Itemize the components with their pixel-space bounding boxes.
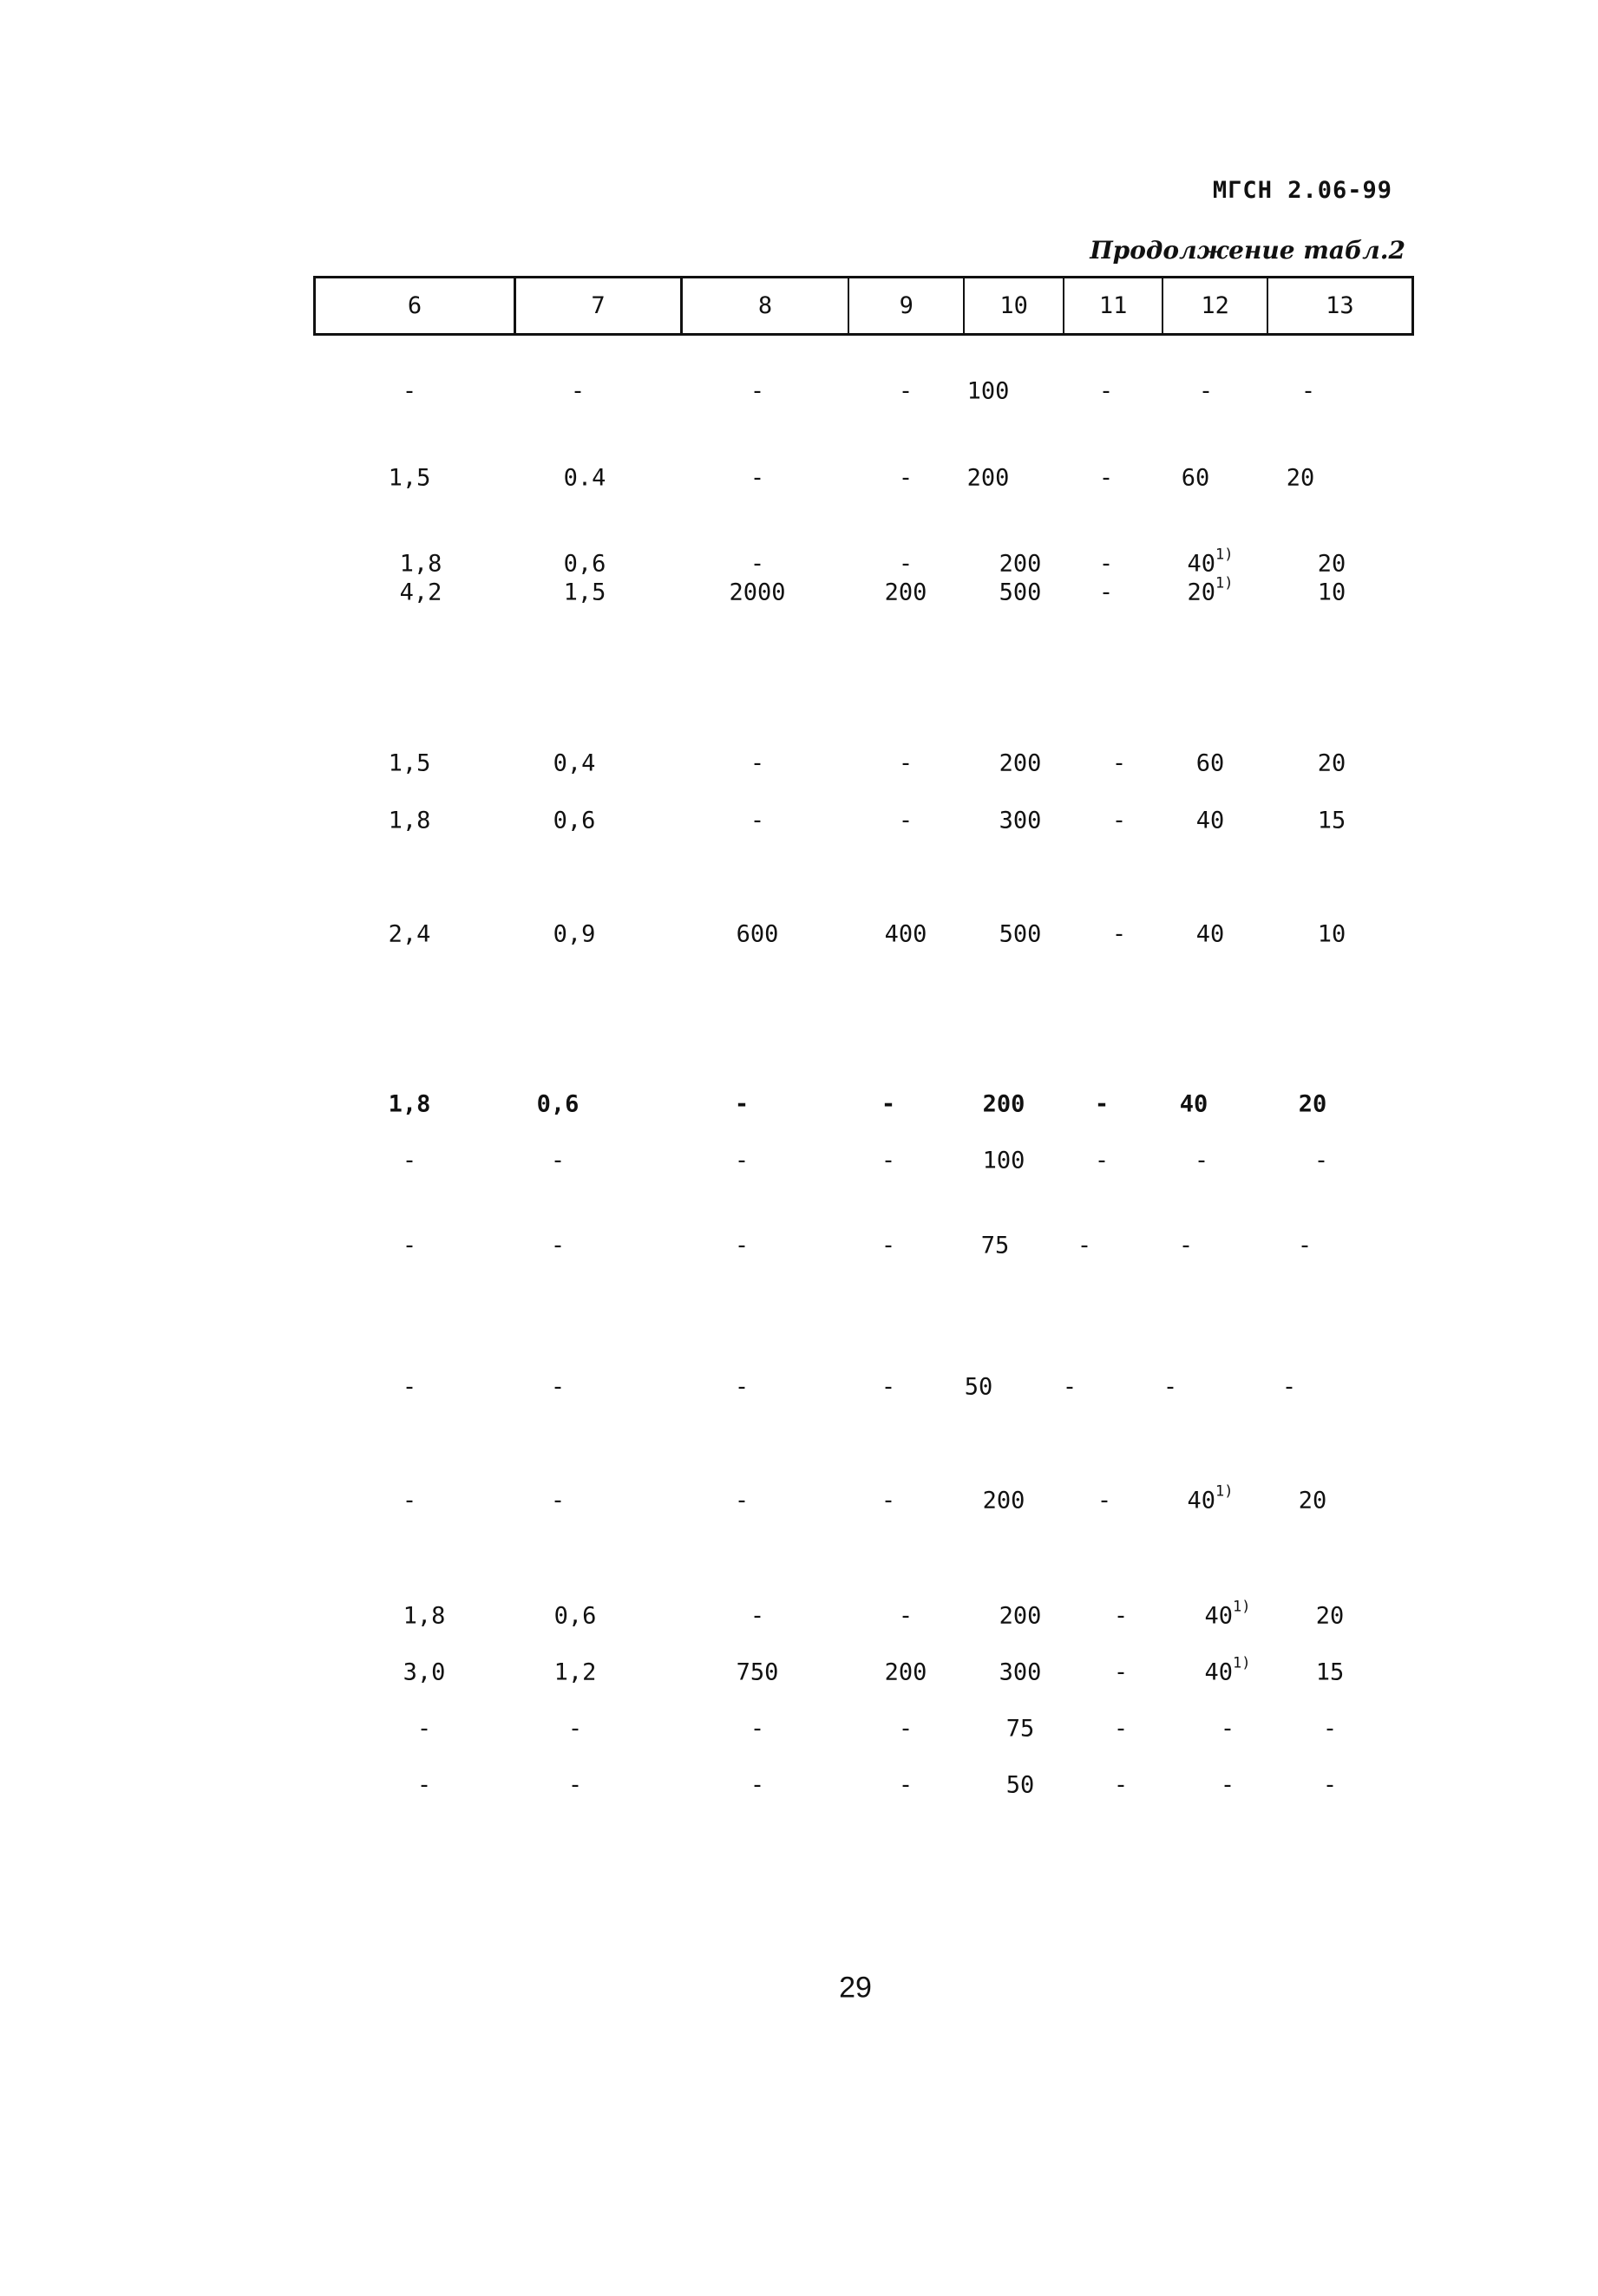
cell-value: - bbox=[402, 1147, 417, 1174]
cell-value: - bbox=[881, 1373, 896, 1401]
table-cell bbox=[967, 465, 1010, 492]
table-cell bbox=[735, 1091, 749, 1118]
cell-value: 200 bbox=[982, 1090, 1025, 1118]
table-cell bbox=[389, 808, 431, 834]
cell-value: 2000 bbox=[729, 579, 786, 606]
cell-value: 15 bbox=[1315, 1658, 1345, 1686]
cell-value: 3,0 bbox=[403, 1658, 446, 1686]
cell-value: 0,6 bbox=[553, 1602, 597, 1630]
table-cell bbox=[403, 1233, 416, 1259]
cell-value: - bbox=[402, 1487, 417, 1514]
table-cell bbox=[899, 551, 913, 578]
table-cell bbox=[1221, 1772, 1235, 1799]
table-cell bbox=[999, 551, 1042, 578]
table-cell bbox=[1179, 1233, 1193, 1259]
table-cell bbox=[1318, 808, 1346, 834]
cell-value: - bbox=[750, 1771, 765, 1799]
cell-value: 1,8 bbox=[399, 550, 442, 578]
table-cell bbox=[1180, 1091, 1208, 1118]
cell-value: 0.4 bbox=[563, 464, 606, 492]
table-cell bbox=[1187, 1482, 1234, 1514]
table-cell bbox=[400, 551, 442, 578]
table-cell bbox=[981, 1233, 1010, 1259]
table-cell bbox=[553, 921, 596, 948]
table-cell bbox=[881, 1233, 895, 1259]
table-cell bbox=[899, 1772, 913, 1799]
table-cell bbox=[403, 378, 416, 405]
table-cell bbox=[1196, 921, 1225, 948]
table-cell bbox=[1182, 465, 1210, 492]
cell-value: 20 bbox=[1187, 579, 1216, 606]
cell-value: 1,8 bbox=[388, 807, 431, 834]
table-cell bbox=[899, 750, 913, 777]
table-cell bbox=[564, 579, 606, 606]
cell-value: 20 bbox=[1298, 1090, 1327, 1118]
cell-value: 40 bbox=[1204, 1602, 1234, 1630]
table-cell bbox=[881, 1488, 895, 1514]
cell-value: - bbox=[750, 1715, 765, 1743]
header-cell: 6 bbox=[316, 278, 516, 333]
table-cell bbox=[568, 1716, 582, 1743]
table-cell bbox=[999, 1659, 1042, 1686]
document-code: МГСН 2.06-99 bbox=[1212, 177, 1392, 204]
table-header bbox=[313, 276, 1414, 336]
table-cell bbox=[1063, 1374, 1077, 1401]
cell-value: - bbox=[1322, 1771, 1338, 1799]
cell-value: - bbox=[1297, 1232, 1313, 1259]
cell-value: - bbox=[1077, 1232, 1092, 1259]
table-cell bbox=[999, 579, 1042, 606]
cell-value: 0,6 bbox=[563, 550, 606, 578]
table-cell bbox=[389, 1091, 431, 1118]
table-cell bbox=[1097, 1488, 1111, 1514]
table-cell bbox=[1095, 1148, 1109, 1174]
cell-value: - bbox=[1300, 377, 1316, 405]
cell-value: - bbox=[734, 1487, 750, 1514]
cell-value: 50 bbox=[964, 1373, 993, 1401]
cell-value: 20 bbox=[1286, 464, 1315, 492]
cell-value: - bbox=[1111, 920, 1127, 948]
table-cell bbox=[1195, 1148, 1208, 1174]
footnote-mark: 1) bbox=[1215, 1482, 1234, 1501]
cell-value: - bbox=[898, 807, 914, 834]
table-cell bbox=[899, 465, 913, 492]
cell-value: 20 bbox=[1298, 1487, 1327, 1514]
table-cell bbox=[1316, 1603, 1345, 1630]
table-cell bbox=[737, 921, 779, 948]
cell-value: - bbox=[1281, 1373, 1297, 1401]
cell-value: - bbox=[1220, 1771, 1235, 1799]
cell-value: 1,2 bbox=[553, 1658, 597, 1686]
table-cell bbox=[564, 551, 606, 578]
cell-value: - bbox=[898, 1771, 914, 1799]
table-cell bbox=[999, 921, 1042, 948]
table-cell bbox=[1204, 1598, 1251, 1630]
cell-value: 200 bbox=[966, 464, 1010, 492]
table-cell bbox=[750, 465, 764, 492]
table-cell bbox=[389, 465, 431, 492]
table-cell bbox=[551, 1148, 565, 1174]
table-cell bbox=[983, 1488, 1025, 1514]
table-cell bbox=[403, 1374, 416, 1401]
cell-value: - bbox=[567, 1715, 583, 1743]
table-cell bbox=[999, 750, 1042, 777]
cell-value: - bbox=[750, 807, 765, 834]
cell-value: - bbox=[734, 1232, 750, 1259]
footnote-mark: 1) bbox=[1215, 546, 1234, 564]
table-cell bbox=[965, 1374, 993, 1401]
header-cell: 10 bbox=[965, 278, 1064, 333]
table-cell bbox=[1299, 1091, 1327, 1118]
table-cell bbox=[750, 378, 764, 405]
cell-value: 40 bbox=[1195, 807, 1225, 834]
cell-value: - bbox=[1113, 1602, 1129, 1630]
table-cell bbox=[1287, 465, 1315, 492]
table-cell bbox=[735, 1488, 749, 1514]
cell-value: - bbox=[1113, 1715, 1129, 1743]
table-cell bbox=[1114, 1716, 1128, 1743]
cell-value: - bbox=[734, 1090, 750, 1118]
cell-value: - bbox=[1098, 550, 1114, 578]
cell-value: - bbox=[1094, 1090, 1110, 1118]
table-cell bbox=[885, 1659, 927, 1686]
cell-value: 750 bbox=[736, 1658, 779, 1686]
cell-value: 600 bbox=[736, 920, 779, 948]
table-cell bbox=[1298, 1233, 1312, 1259]
table-cell bbox=[1077, 1233, 1091, 1259]
footnote-mark: 1) bbox=[1215, 574, 1234, 592]
table-cell bbox=[554, 1659, 597, 1686]
cell-value: 20 bbox=[1317, 550, 1346, 578]
cell-value: - bbox=[734, 1147, 750, 1174]
cell-value: 40 bbox=[1195, 920, 1225, 948]
table-cell bbox=[1204, 1654, 1251, 1686]
cell-value: 15 bbox=[1317, 807, 1346, 834]
cell-value: - bbox=[402, 377, 417, 405]
cell-value: 200 bbox=[884, 579, 927, 606]
cell-value: 4,2 bbox=[399, 579, 442, 606]
cell-value: 20 bbox=[1317, 749, 1346, 777]
page-number: 29 bbox=[839, 1971, 872, 2005]
cell-value: - bbox=[416, 1771, 432, 1799]
cell-value: - bbox=[550, 1373, 566, 1401]
header-cell: 13 bbox=[1326, 292, 1354, 319]
table-cell bbox=[999, 1603, 1042, 1630]
cell-value: 100 bbox=[966, 377, 1010, 405]
cell-value: - bbox=[1062, 1373, 1077, 1401]
cell-value: - bbox=[1111, 807, 1127, 834]
cell-value: 0,4 bbox=[553, 749, 596, 777]
table-cell bbox=[885, 579, 927, 606]
cell-value: - bbox=[1162, 1373, 1178, 1401]
table-cell bbox=[899, 1603, 913, 1630]
cell-value: 40 bbox=[1187, 1487, 1216, 1514]
cell-value: 60 bbox=[1181, 464, 1210, 492]
table-cell bbox=[735, 1374, 749, 1401]
table-cell bbox=[1006, 1716, 1035, 1743]
table-cell bbox=[735, 1148, 749, 1174]
cell-value: 1,8 bbox=[388, 1090, 431, 1118]
cell-value: - bbox=[898, 464, 914, 492]
table-cell bbox=[735, 1233, 749, 1259]
table-cell bbox=[1318, 579, 1346, 606]
table-cell bbox=[1114, 1659, 1128, 1686]
table-cell bbox=[881, 1374, 895, 1401]
cell-value: 400 bbox=[884, 920, 927, 948]
cell-value: - bbox=[1098, 464, 1114, 492]
table-cell bbox=[1099, 551, 1113, 578]
table-cell bbox=[1187, 546, 1234, 578]
cell-value: - bbox=[881, 1487, 896, 1514]
table-cell bbox=[750, 1603, 764, 1630]
table-cell bbox=[1112, 921, 1126, 948]
table-cell bbox=[750, 1772, 764, 1799]
cell-value: 200 bbox=[999, 749, 1042, 777]
table-cell bbox=[568, 1772, 582, 1799]
cell-value: - bbox=[1220, 1715, 1235, 1743]
table-cell bbox=[389, 750, 431, 777]
cell-value: - bbox=[1113, 1658, 1129, 1686]
table-cell bbox=[1196, 808, 1225, 834]
table-cell bbox=[1099, 579, 1113, 606]
table-cell bbox=[1323, 1772, 1337, 1799]
cell-value: - bbox=[898, 377, 914, 405]
table-cell bbox=[967, 378, 1010, 405]
cell-value: - bbox=[550, 1147, 566, 1174]
cell-value: - bbox=[750, 749, 765, 777]
cell-value: - bbox=[1178, 1232, 1194, 1259]
table-cell bbox=[1316, 1659, 1345, 1686]
table-cell bbox=[403, 1603, 446, 1630]
table-cell bbox=[999, 808, 1042, 834]
cell-value: 100 bbox=[982, 1147, 1025, 1174]
table-cell bbox=[1299, 1488, 1327, 1514]
table-cell bbox=[750, 808, 764, 834]
cell-value: - bbox=[1098, 579, 1114, 606]
cell-value: 75 bbox=[1005, 1715, 1035, 1743]
cell-value: - bbox=[1094, 1147, 1110, 1174]
table-cell bbox=[1282, 1374, 1296, 1401]
cell-value: 60 bbox=[1195, 749, 1225, 777]
header-cell: 9 bbox=[849, 278, 965, 333]
cell-value: 1,5 bbox=[388, 749, 431, 777]
cell-value: - bbox=[1322, 1715, 1338, 1743]
footnote-mark: 1) bbox=[1233, 1654, 1251, 1672]
cell-value: - bbox=[1198, 377, 1214, 405]
table-cell bbox=[551, 1233, 565, 1259]
cell-value: 200 bbox=[982, 1487, 1025, 1514]
table-cell bbox=[417, 1716, 431, 1743]
cell-value: 50 bbox=[1005, 1771, 1035, 1799]
table-cell bbox=[1318, 921, 1346, 948]
table-cell bbox=[1323, 1716, 1337, 1743]
table-cell bbox=[983, 1148, 1025, 1174]
cell-value: - bbox=[567, 1771, 583, 1799]
cell-value: - bbox=[750, 464, 765, 492]
table-cell bbox=[571, 378, 585, 405]
cell-value: - bbox=[750, 550, 765, 578]
table-cell bbox=[885, 921, 927, 948]
table-cell bbox=[389, 921, 431, 948]
table-cell bbox=[403, 1659, 446, 1686]
table-cell bbox=[899, 808, 913, 834]
cell-value: 0,6 bbox=[553, 807, 596, 834]
table-cell bbox=[1114, 1772, 1128, 1799]
cell-value: - bbox=[750, 1602, 765, 1630]
table-cell bbox=[553, 808, 596, 834]
table-cell bbox=[750, 750, 764, 777]
cell-value: - bbox=[881, 1147, 896, 1174]
cell-value: 500 bbox=[999, 579, 1042, 606]
table-cell bbox=[1112, 808, 1126, 834]
cell-value: - bbox=[550, 1487, 566, 1514]
table-cell bbox=[750, 1716, 764, 1743]
header-cell: 7 bbox=[516, 278, 683, 333]
cell-value: 75 bbox=[980, 1232, 1010, 1259]
cell-value: - bbox=[1194, 1147, 1209, 1174]
table-cell bbox=[737, 1659, 779, 1686]
table-cell bbox=[1099, 378, 1113, 405]
table-cell bbox=[403, 1488, 416, 1514]
table-cell bbox=[899, 1716, 913, 1743]
cell-value: - bbox=[1097, 1487, 1112, 1514]
cell-value: - bbox=[416, 1715, 432, 1743]
cell-value: - bbox=[881, 1090, 896, 1118]
table-cell bbox=[1114, 1603, 1128, 1630]
cell-value: 300 bbox=[999, 807, 1042, 834]
header-cell: 11 bbox=[1064, 278, 1163, 333]
table-cell bbox=[729, 579, 785, 606]
cell-value: 1,8 bbox=[403, 1602, 446, 1630]
table-cell bbox=[553, 750, 596, 777]
cell-value: 10 bbox=[1317, 920, 1346, 948]
cell-value: - bbox=[402, 1373, 417, 1401]
table-cell bbox=[564, 465, 606, 492]
cell-value: 200 bbox=[999, 550, 1042, 578]
cell-value: - bbox=[1098, 377, 1114, 405]
table-cell bbox=[1318, 750, 1346, 777]
cell-value: 0,9 bbox=[553, 920, 596, 948]
cell-value: 200 bbox=[999, 1602, 1042, 1630]
cell-value: - bbox=[1313, 1147, 1329, 1174]
cell-value: 200 bbox=[884, 1658, 927, 1686]
header-cell: 12 bbox=[1163, 278, 1267, 333]
cell-value: 20 bbox=[1315, 1602, 1345, 1630]
table-cell bbox=[551, 1374, 565, 1401]
cell-value: 2,4 bbox=[388, 920, 431, 948]
table-cell bbox=[983, 1091, 1025, 1118]
cell-value: - bbox=[881, 1232, 896, 1259]
table-cell bbox=[400, 579, 442, 606]
cell-value: 1,5 bbox=[388, 464, 431, 492]
table-cell bbox=[899, 378, 913, 405]
table-cell bbox=[551, 1488, 565, 1514]
table-cell bbox=[1318, 551, 1346, 578]
table-cell bbox=[537, 1091, 580, 1118]
table-cell bbox=[1196, 750, 1225, 777]
cell-value: - bbox=[898, 749, 914, 777]
cell-value: 40 bbox=[1179, 1090, 1208, 1118]
table-cell bbox=[1006, 1772, 1035, 1799]
table-caption: Продолжение табл.2 bbox=[1090, 236, 1405, 265]
cell-value: - bbox=[898, 550, 914, 578]
table-cell bbox=[881, 1148, 895, 1174]
cell-value: - bbox=[570, 377, 586, 405]
table-cell bbox=[1095, 1091, 1109, 1118]
table-cell bbox=[1314, 1148, 1328, 1174]
cell-value: - bbox=[402, 1232, 417, 1259]
cell-value: 0,6 bbox=[536, 1090, 580, 1118]
footnote-mark: 1) bbox=[1233, 1598, 1251, 1616]
table-cell bbox=[1221, 1716, 1235, 1743]
table-cell bbox=[1099, 465, 1113, 492]
table-cell bbox=[881, 1091, 895, 1118]
table-cell bbox=[554, 1603, 597, 1630]
header-cell: 8 bbox=[683, 278, 849, 333]
table-cell bbox=[1112, 750, 1126, 777]
cell-value: 1,5 bbox=[563, 579, 606, 606]
cell-value: 10 bbox=[1317, 579, 1346, 606]
cell-value: 40 bbox=[1187, 550, 1216, 578]
cell-value: - bbox=[1113, 1771, 1129, 1799]
cell-value: - bbox=[750, 377, 765, 405]
table-cell bbox=[1163, 1374, 1177, 1401]
cell-value: - bbox=[1111, 749, 1127, 777]
cell-value: - bbox=[734, 1373, 750, 1401]
cell-value: 500 bbox=[999, 920, 1042, 948]
table-cell bbox=[1301, 378, 1315, 405]
cell-value: 40 bbox=[1204, 1658, 1234, 1686]
cell-value: 300 bbox=[999, 1658, 1042, 1686]
table-cell bbox=[417, 1772, 431, 1799]
cell-value: - bbox=[550, 1232, 566, 1259]
table-cell bbox=[1199, 378, 1213, 405]
table-cell bbox=[1187, 574, 1234, 606]
cell-value: - bbox=[898, 1715, 914, 1743]
table-cell bbox=[750, 551, 764, 578]
cell-value: - bbox=[898, 1602, 914, 1630]
table-cell bbox=[403, 1148, 416, 1174]
